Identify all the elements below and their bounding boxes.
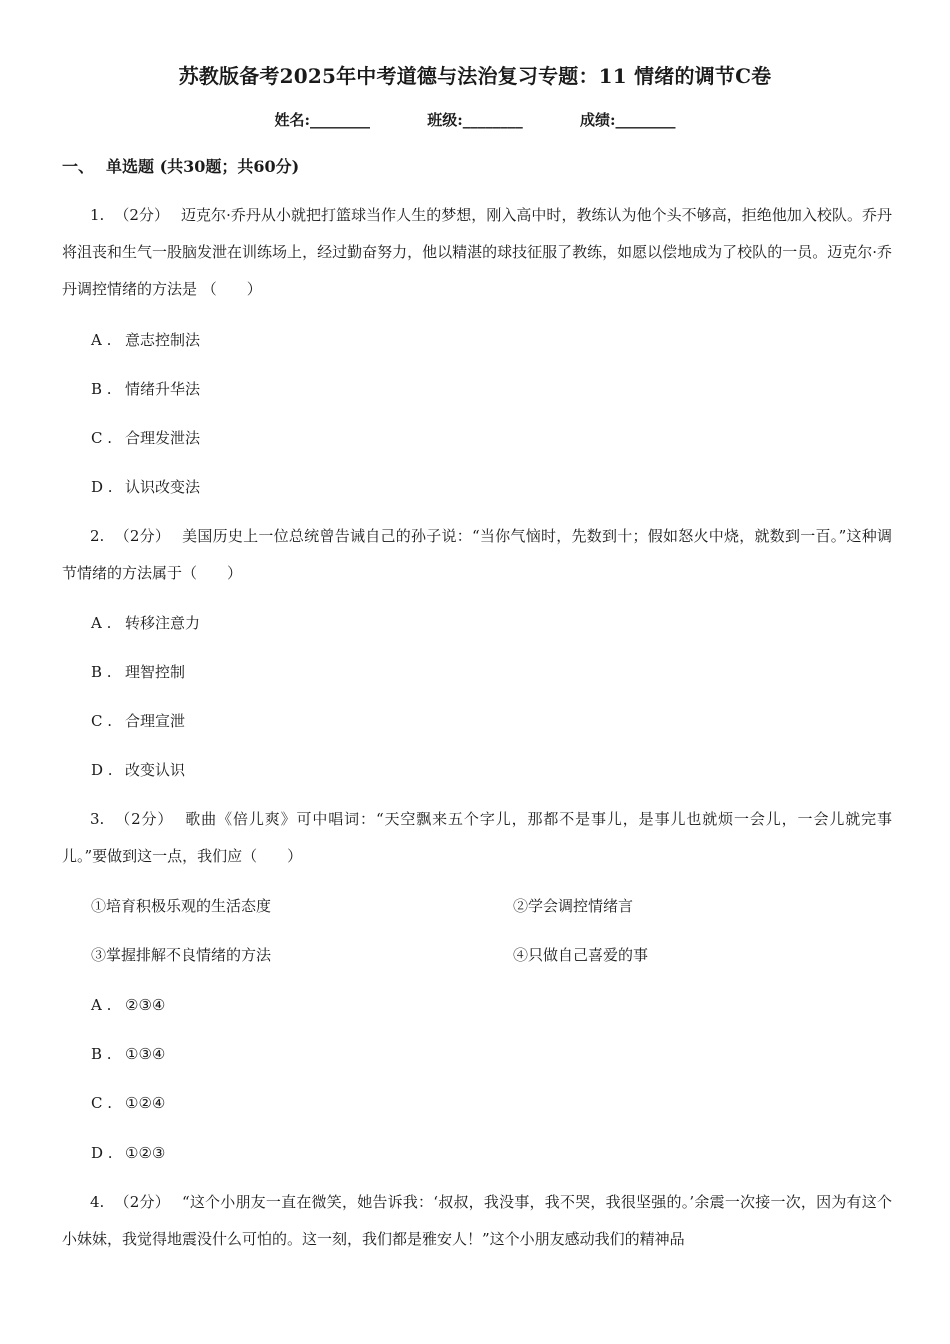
section-number: 一、 [62, 157, 95, 176]
question-2-option-d [91, 760, 185, 780]
option-text: 合理宣泄 [125, 712, 186, 730]
option-letter: B . [91, 663, 112, 681]
question-1-option-b [91, 379, 200, 399]
question-3-stem [62, 801, 892, 875]
question-1-option-d [91, 477, 200, 497]
question-3-option-c [91, 1093, 165, 1113]
question-2-option-b [91, 662, 185, 682]
question-1-option-a [91, 330, 200, 350]
question-3-option-d [91, 1143, 165, 1163]
option-text: ①③④ [125, 1045, 166, 1063]
document-title: 苏教版备考2025年中考道德与法治复习专题：11 情绪的调节C卷 [178, 64, 772, 88]
question-3-option-a [91, 995, 165, 1015]
question-score: （2分） [114, 206, 169, 224]
question-3-statement-2: ②学会调控情绪言 [513, 897, 634, 915]
option-text: 转移注意力 [125, 614, 201, 632]
option-letter: D . [91, 761, 113, 779]
question-number: 1. [90, 206, 105, 224]
question-number: 4. [90, 1193, 105, 1211]
option-text: ②③④ [125, 996, 166, 1014]
option-letter: C . [91, 429, 113, 447]
option-text: 理智控制 [125, 663, 186, 681]
section-heading [62, 154, 299, 177]
option-text: 情绪升华法 [125, 380, 201, 398]
option-letter: A . [91, 996, 112, 1014]
question-3-statement-3: ③掌握排解不良情绪的方法 [91, 946, 272, 964]
option-letter: C . [91, 712, 113, 730]
class-field: 班级:________ [427, 111, 523, 129]
option-text: ①②④ [125, 1094, 166, 1112]
score-field: 成绩:________ [580, 111, 676, 129]
option-letter: B . [91, 380, 112, 398]
option-letter: D . [91, 478, 113, 496]
option-text: 认识改变法 [125, 478, 201, 496]
question-score: （2分） [114, 527, 171, 545]
option-letter: B . [91, 1045, 112, 1063]
option-text: 合理发泄法 [125, 429, 201, 447]
option-letter: C . [91, 1094, 113, 1112]
question-1-option-c [91, 428, 200, 448]
student-info-row [0, 109, 950, 130]
option-text: 改变认识 [125, 761, 186, 779]
question-1-stem [62, 197, 892, 308]
question-3-statement-4: ④只做自己喜爱的事 [513, 946, 649, 964]
option-letter: D . [91, 1144, 113, 1162]
section-title: 单选题 (共30题；共60分) [106, 157, 300, 176]
question-score: （2分） [114, 810, 174, 828]
option-text: ①②③ [125, 1144, 166, 1162]
question-number: 3. [90, 810, 105, 828]
question-text: 歌曲《倍儿爽》可中唱词：“天空飘来五个字儿，那都不是事儿，是事儿也就烦一会儿，一会儿就完事儿。”要做到这一点，我们应（ ） [62, 810, 892, 865]
question-3-statement-1: ①培育积极乐观的生活态度 [91, 897, 272, 915]
option-text: 意志控制法 [125, 331, 201, 349]
question-2-option-c [91, 711, 185, 731]
question-2-option-a [91, 613, 200, 633]
question-4-stem [62, 1184, 892, 1258]
name-field: 姓名:________ [274, 111, 370, 129]
question-text: “这个小朋友一直在微笑，她告诉我：‘叔叔，我没事，我不哭，我很坚强的。’余震一次接一次，因为有这个小妹妹，我觉得地震没什么可怕的。这一刻，我们都是雅安人！”这个小朋友感动我们的精神品 [62, 1193, 892, 1248]
question-2-stem [62, 518, 892, 592]
question-text: 美国历史上一位总统曾告诫自己的孙子说：“当你气恼时，先数到十；假如怒火中烧，就数到一百。”这种调节情绪的方法属于（ ） [62, 527, 893, 582]
question-score: （2分） [114, 1193, 170, 1211]
option-letter: A . [91, 614, 112, 632]
question-text: 迈克尔·乔丹从小就把打篮球当作人生的梦想，刚入高中时，教练认为他个头不够高，拒绝他加入校队。乔丹将沮丧和生气一股脑发泄在训练场上，经过勤奋努力，他以精湛的球技征服了教练，如愿以偿地成为了校队的一员。迈克尔·乔丹调控情绪的方法是 （ ） [62, 206, 893, 298]
question-3-option-b [91, 1044, 165, 1064]
option-letter: A . [91, 331, 112, 349]
question-number: 2. [90, 527, 105, 545]
